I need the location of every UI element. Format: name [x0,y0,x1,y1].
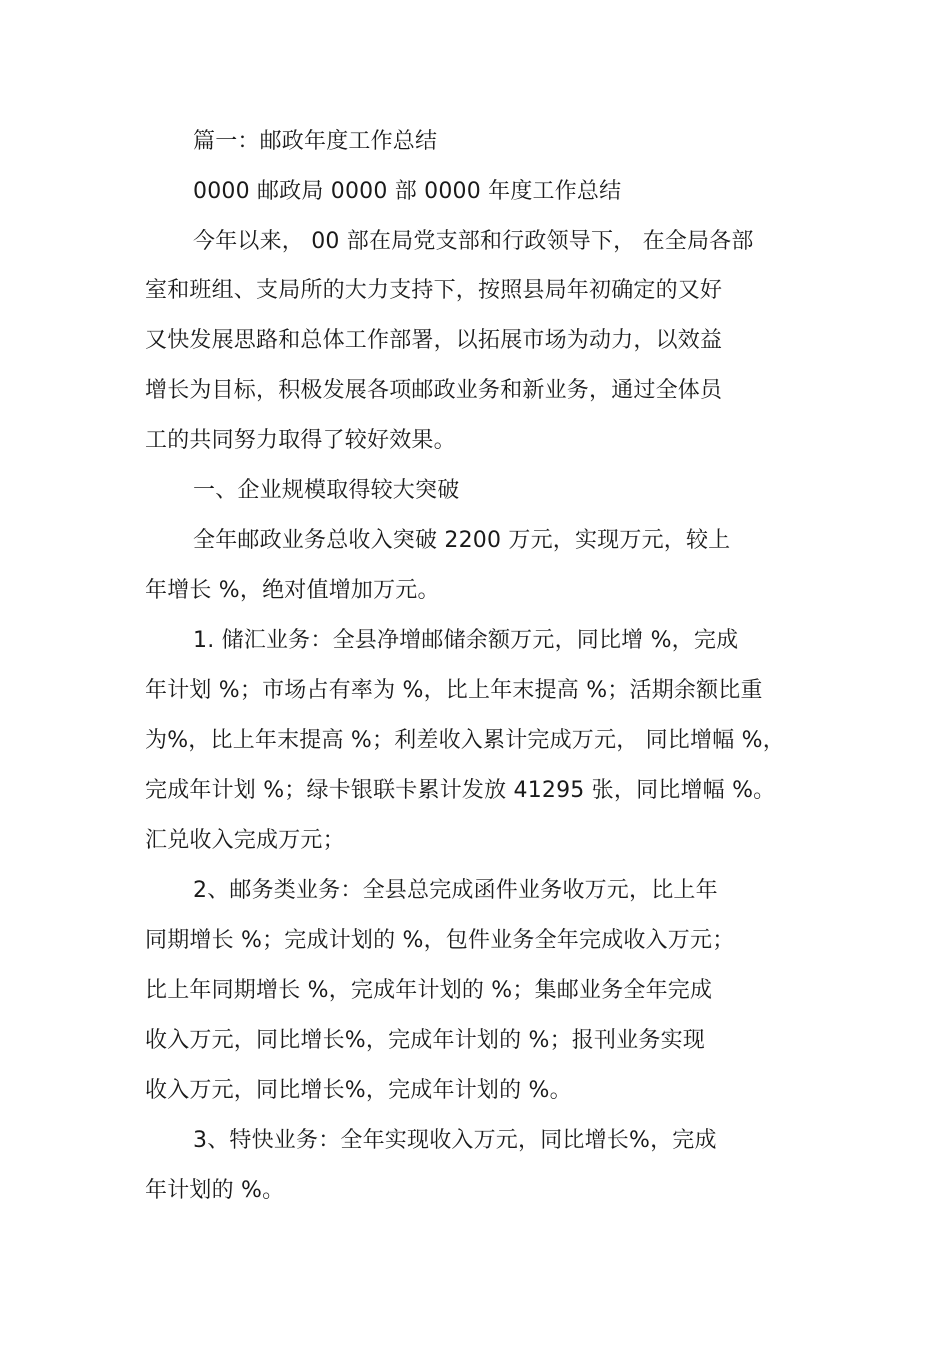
heading-line: 一、企业规模取得较大突破 [193,478,460,503]
paragraph-line: 年计划 %；市场占有率为 %，比上年末提高 %；活期余额比重 [145,678,763,703]
paragraph-line: 增长为目标，积极发展各项邮政业务和新业务，通过全体员 [145,378,723,403]
paragraph-line: 年计划的 %。 [145,1178,285,1203]
paragraph-line: 年增长 %，绝对值增加万元。 [145,578,440,603]
paragraph-line: 同期增长 %；完成计划的 %，包件业务全年完成收入万元； [145,928,735,953]
paragraph-line: 工的共同努力取得了较好效果。 [145,428,456,453]
paragraph-line: 1. 储汇业务：全县净增邮储余额万元，同比增 %，完成 [193,628,739,653]
paragraph-line: 3、特快业务：全年实现收入万元，同比增长%，完成 [193,1128,717,1153]
paragraph-line: 室和班组、支局所的大力支持下，按照县局年初确定的又好 [145,278,723,303]
paragraph-line: 2、邮务类业务：全县总完成函件业务收万元，比上年 [193,878,718,903]
document-title: 0000 邮政局 0000 部 0000 年度工作总结 [193,179,622,204]
paragraph-line: 全年邮政业务总收入突破 2200 万元，实现万元，较上 [193,528,731,553]
paragraph-line: 收入万元，同比增长%，完成年计划的 %。 [145,1078,572,1103]
paragraph-line: 比上年同期增长 %，完成年计划的 %；集邮业务全年完成 [145,978,713,1003]
paragraph-line: 汇兑收入完成万元； [145,828,345,853]
paragraph-line: 今年以来， 00 部在局党支部和行政领导下， 在全局各部 [193,229,754,254]
paragraph-line: 为%，比上年末提高 %；利差收入累计完成万元， 同比增幅 %， [145,728,785,753]
paragraph-line: 完成年计划 %；绿卡银联卡累计发放 41295 张，同比增幅 %。 [145,778,776,803]
paragraph-line: 又快发展思路和总体工作部署，以拓展市场为动力，以效益 [145,328,723,353]
section-title: 篇一：邮政年度工作总结 [193,129,438,154]
paragraph-line: 收入万元，同比增长%，完成年计划的 %；报刊业务实现 [145,1028,706,1053]
